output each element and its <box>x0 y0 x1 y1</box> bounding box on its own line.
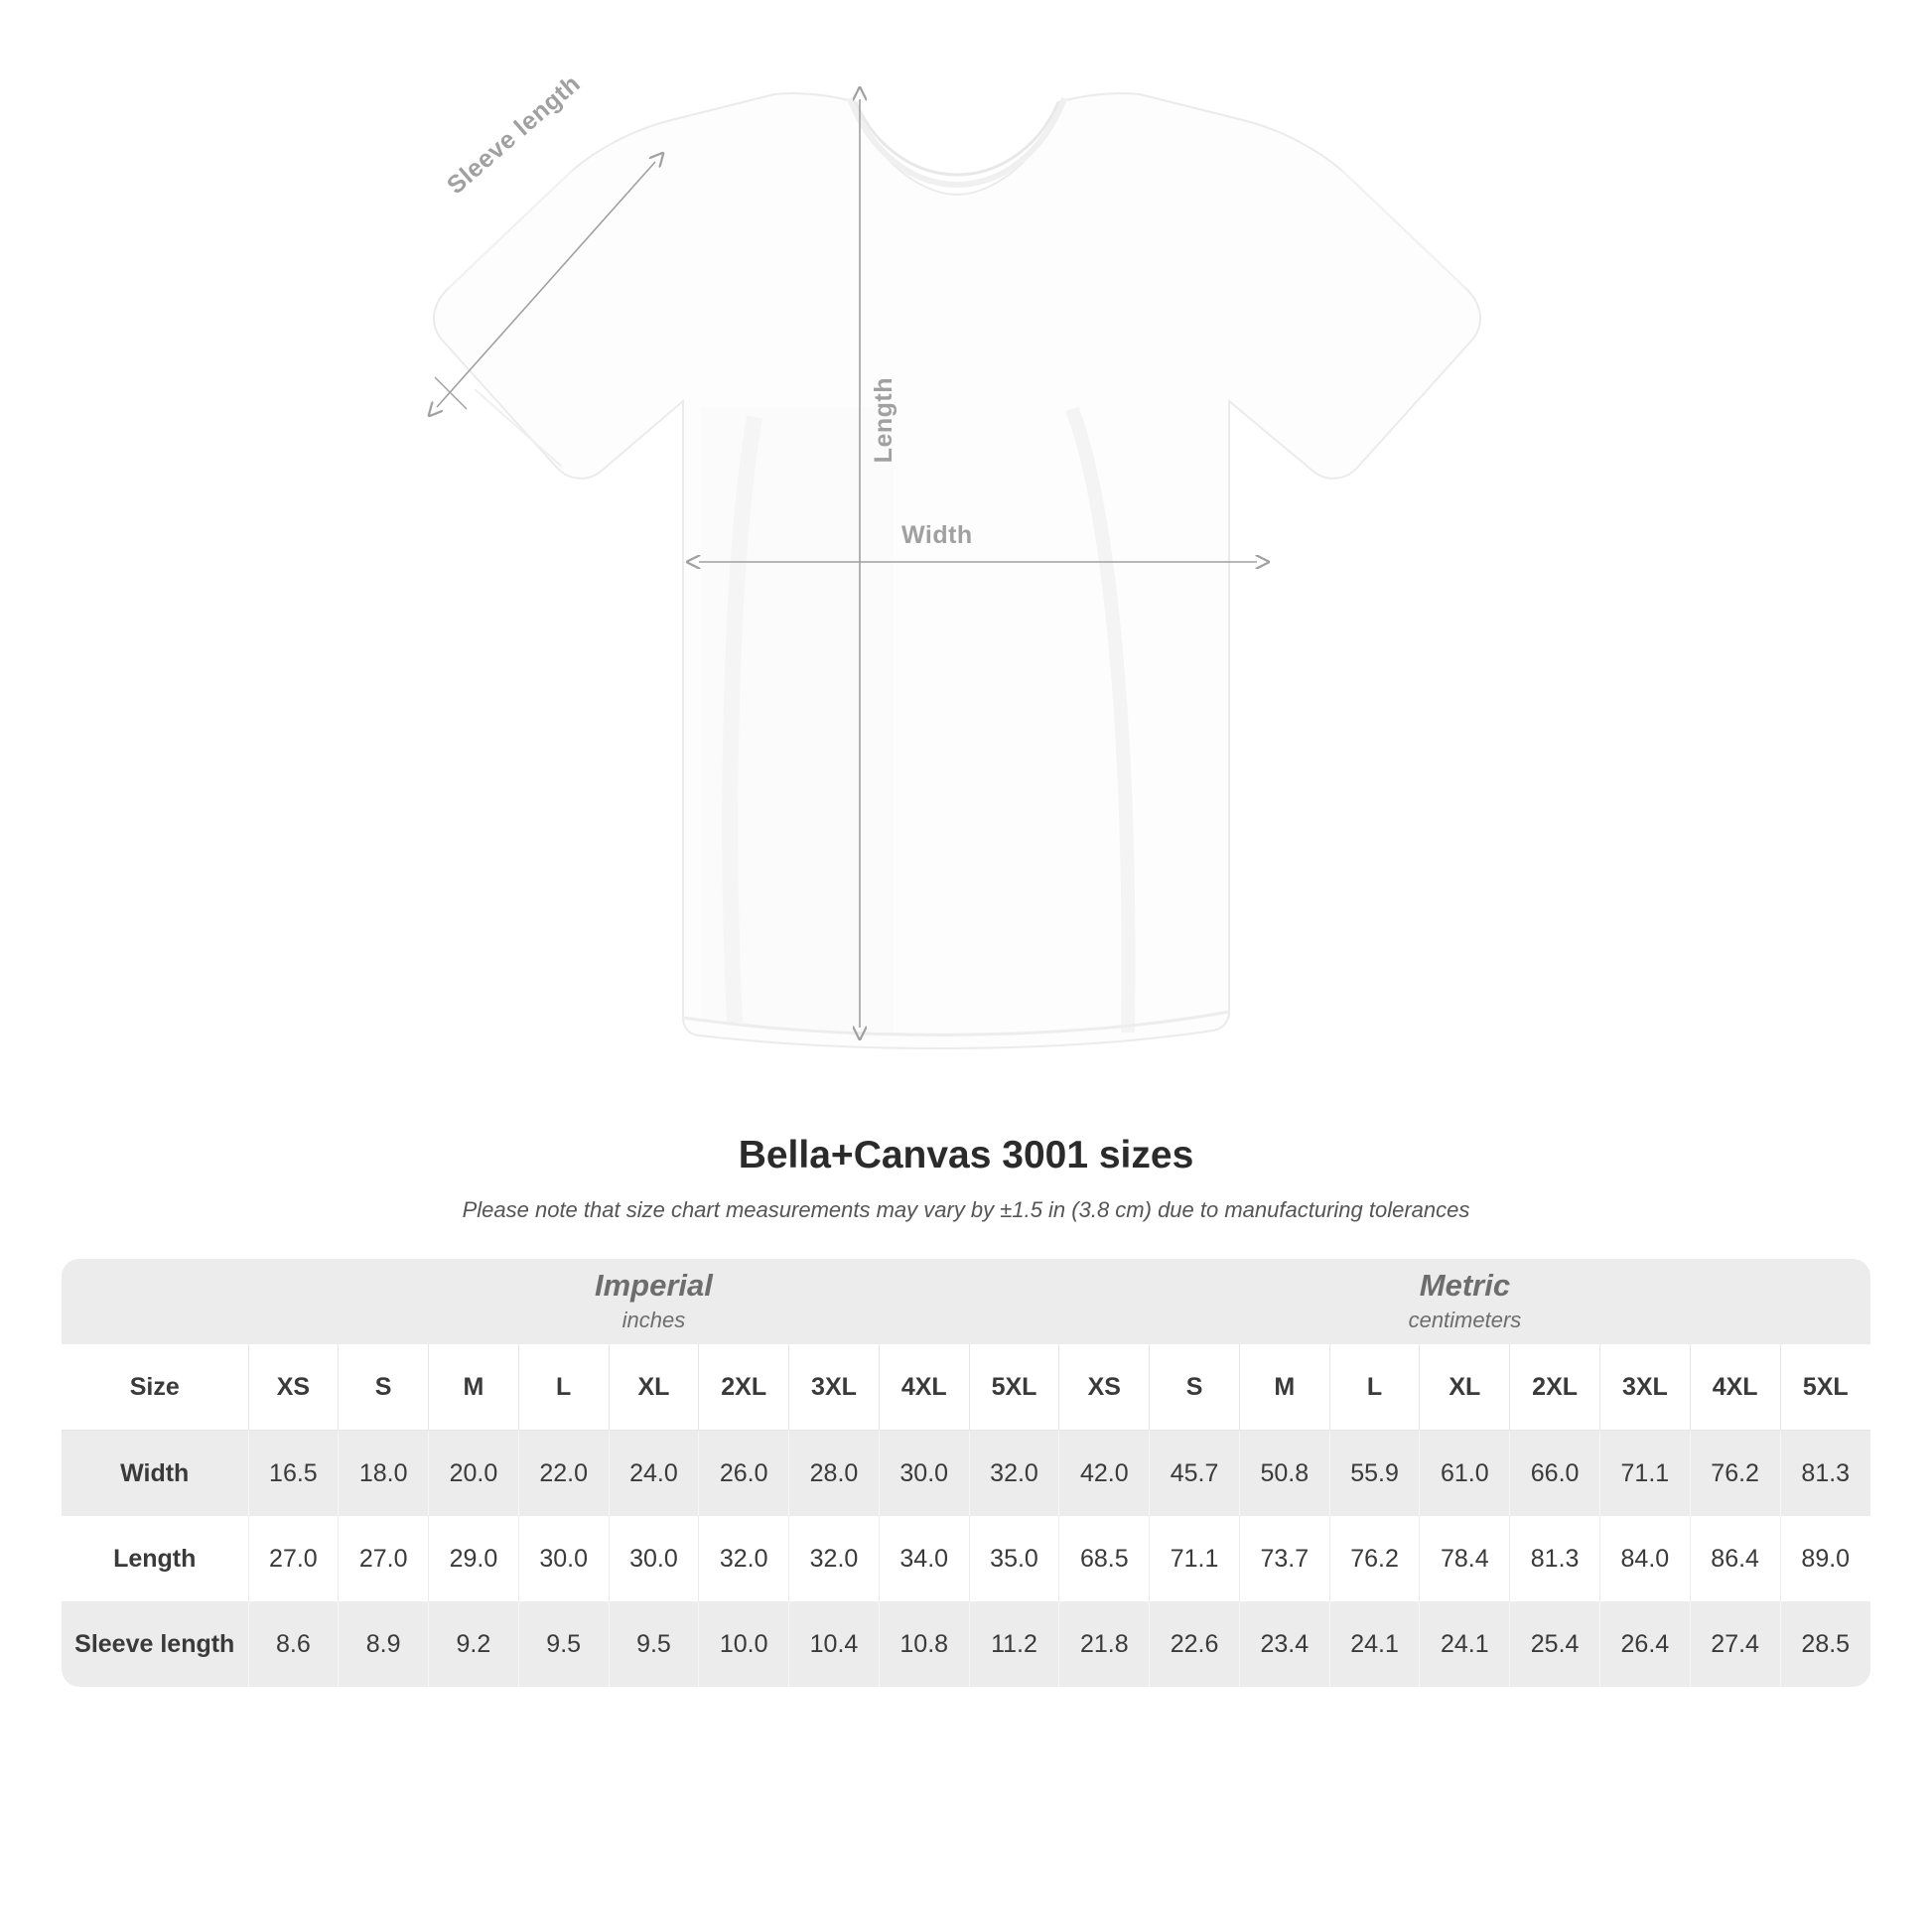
cell: 32.0 <box>969 1431 1059 1517</box>
header-col: S <box>1150 1344 1240 1431</box>
table-row <box>62 1601 1870 1687</box>
header-size: Size <box>62 1344 248 1431</box>
cell: 30.0 <box>518 1516 609 1601</box>
cell: 8.9 <box>339 1601 429 1687</box>
cell: 26.0 <box>699 1431 789 1517</box>
unit-metric-name: Metric <box>1419 1268 1511 1304</box>
page-title: Bella+Canvas 3001 sizes <box>738 1134 1194 1176</box>
cell: 32.0 <box>789 1516 880 1601</box>
cell: 23.4 <box>1239 1601 1329 1687</box>
cell: 81.3 <box>1510 1516 1600 1601</box>
width-label: Width <box>901 521 973 549</box>
cell: 18.0 <box>339 1431 429 1517</box>
size-table <box>62 1259 1870 1687</box>
cell: 22.6 <box>1150 1601 1240 1687</box>
cell: 61.0 <box>1420 1431 1510 1517</box>
cell: 20.0 <box>429 1431 519 1517</box>
title-block <box>0 1134 1932 1223</box>
header-col: 4XL <box>1690 1344 1780 1431</box>
cell: 50.8 <box>1239 1431 1329 1517</box>
cell: 27.0 <box>248 1516 339 1601</box>
sleeve-length-label: Sleeve length <box>442 69 586 201</box>
unit-metric-sub: centimeters <box>1408 1307 1522 1332</box>
cell: 30.0 <box>879 1431 969 1517</box>
cell: 84.0 <box>1599 1516 1690 1601</box>
cell: 35.0 <box>969 1516 1059 1601</box>
cell: 11.2 <box>969 1601 1059 1687</box>
header-col: XS <box>1059 1344 1150 1431</box>
cell: 28.0 <box>789 1431 880 1517</box>
units-row <box>62 1259 1870 1344</box>
cell: 45.7 <box>1150 1431 1240 1517</box>
cell: 73.7 <box>1239 1516 1329 1601</box>
length-label: Length <box>870 377 897 464</box>
row-label-sleeve-length: Sleeve length <box>62 1601 248 1687</box>
header-col: 3XL <box>1599 1344 1690 1431</box>
cell: 29.0 <box>429 1516 519 1601</box>
cell: 42.0 <box>1059 1431 1150 1517</box>
unit-imperial <box>248 1259 1059 1344</box>
header-col: XL <box>609 1344 699 1431</box>
cell: 10.8 <box>879 1601 969 1687</box>
header-col: XS <box>248 1344 339 1431</box>
cell: 16.5 <box>248 1431 339 1517</box>
header-col: L <box>518 1344 609 1431</box>
unit-imperial-sub: inches <box>621 1307 686 1332</box>
cell: 71.1 <box>1599 1431 1690 1517</box>
cell: 32.0 <box>699 1516 789 1601</box>
header-col: 2XL <box>699 1344 789 1431</box>
cell: 8.6 <box>248 1601 339 1687</box>
table-row <box>62 1431 1870 1517</box>
cell: 24.1 <box>1329 1601 1420 1687</box>
cell: 76.2 <box>1690 1431 1780 1517</box>
cell: 28.5 <box>1780 1601 1870 1687</box>
header-col: 5XL <box>969 1344 1059 1431</box>
unit-metric <box>1059 1259 1870 1344</box>
row-label-width: Width <box>62 1431 248 1517</box>
cell: 10.4 <box>789 1601 880 1687</box>
cell: 24.0 <box>609 1431 699 1517</box>
cell: 68.5 <box>1059 1516 1150 1601</box>
cell: 78.4 <box>1420 1516 1510 1601</box>
cell: 9.5 <box>518 1601 609 1687</box>
header-col: 4XL <box>879 1344 969 1431</box>
cell: 89.0 <box>1780 1516 1870 1601</box>
cell: 9.2 <box>429 1601 519 1687</box>
cell: 24.1 <box>1420 1601 1510 1687</box>
header-col: M <box>1239 1344 1329 1431</box>
header-col: 2XL <box>1510 1344 1600 1431</box>
cell: 71.1 <box>1150 1516 1240 1601</box>
header-col: S <box>339 1344 429 1431</box>
units-spacer <box>62 1259 248 1344</box>
tolerance-note: Please note that size chart measurements may vary by ±1.5 in (3.8 cm) due to manufacturing tolerances <box>462 1197 1470 1222</box>
unit-imperial-name: Imperial <box>595 1268 713 1304</box>
cell: 27.0 <box>339 1516 429 1601</box>
shirt-shape <box>434 93 1480 1048</box>
cell: 21.8 <box>1059 1601 1150 1687</box>
header-col: 5XL <box>1780 1344 1870 1431</box>
cell: 9.5 <box>609 1601 699 1687</box>
cell: 86.4 <box>1690 1516 1780 1601</box>
header-col: M <box>429 1344 519 1431</box>
cell: 34.0 <box>879 1516 969 1601</box>
cell: 30.0 <box>609 1516 699 1601</box>
header-col: 3XL <box>789 1344 880 1431</box>
cell: 26.4 <box>1599 1601 1690 1687</box>
cell: 22.0 <box>518 1431 609 1517</box>
cell: 27.4 <box>1690 1601 1780 1687</box>
cell: 25.4 <box>1510 1601 1600 1687</box>
header-col: XL <box>1420 1344 1510 1431</box>
cell: 55.9 <box>1329 1431 1420 1517</box>
table-row <box>62 1516 1870 1601</box>
cell: 10.0 <box>699 1601 789 1687</box>
cell: 81.3 <box>1780 1431 1870 1517</box>
header-col: L <box>1329 1344 1420 1431</box>
size-table-wrapper <box>62 1259 1870 1687</box>
cell: 66.0 <box>1510 1431 1600 1517</box>
row-label-length: Length <box>62 1516 248 1601</box>
table-header-row <box>62 1344 1870 1431</box>
cell: 76.2 <box>1329 1516 1420 1601</box>
